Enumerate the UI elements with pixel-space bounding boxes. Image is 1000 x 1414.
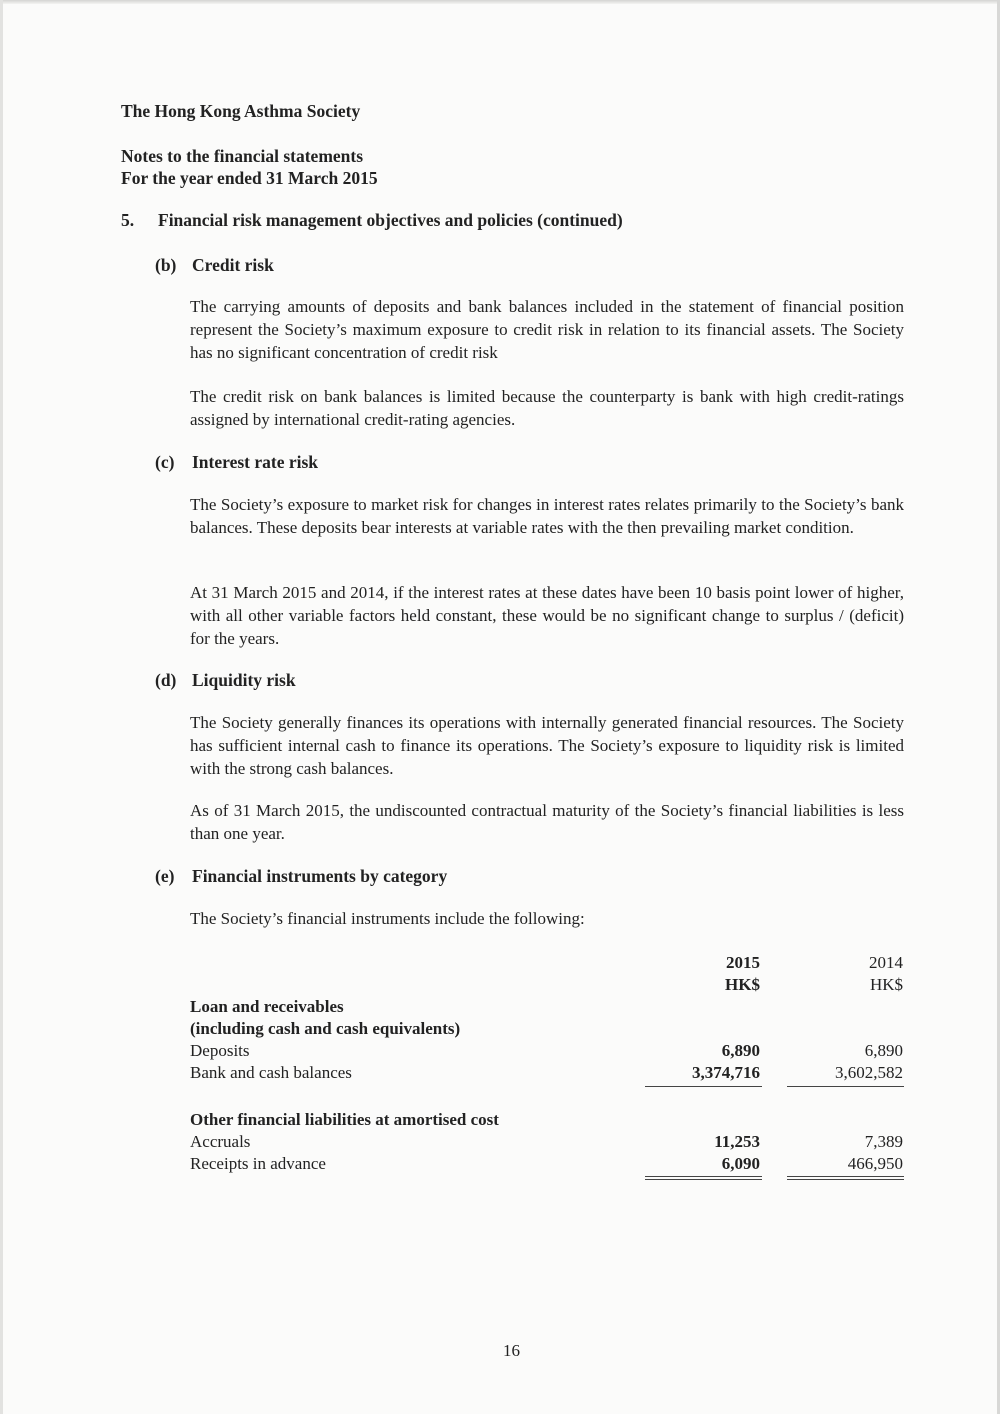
interest-risk-paragraph-2: At 31 March 2015 and 2014, if the interest rates at these dates have been 10 basis point lower of higher, with all other variable factors held constant, these would be no significant change to surplus / (deficit) for the years. — [190, 583, 904, 648]
row-label-bank-cash: Bank and cash balances — [190, 1063, 352, 1082]
row-label-receipts: Receipts in advance — [190, 1154, 326, 1173]
value-receipts-2015: 6,090 — [721, 1154, 760, 1173]
interest-risk-title: Interest rate risk — [192, 452, 319, 472]
instruments-intro: The Society’s financial instruments include the following: — [190, 909, 585, 928]
liquidity-risk-paragraph-2: As of 31 March 2015, the undiscounted contractual maturity of the Society’s financial liabilities is less than one year. — [190, 801, 904, 843]
row-label-accruals: Accruals — [190, 1132, 251, 1151]
section-number: 5. — [121, 210, 135, 230]
period-title: For the year ended 31 March 2015 — [121, 168, 378, 188]
credit-risk-paragraph-1: The carrying amounts of deposits and bank balances included in the statement of financial position represent the Society’s maximum exposure to credit risk in relation to its financial assets. The Society has no significant concentration of credit risk — [190, 297, 904, 362]
liquidity-risk-paragraph-1: The Society generally finances its operations with internally generated financial resources. The Society has sufficient internal cash to finance its operations. The Society’s exposure to liquidity risk is limited with the strong cash balances. — [190, 713, 904, 778]
double-underline-group2-2015 — [645, 1176, 762, 1180]
interest-risk-paragraph-1: The Society’s exposure to market risk for changes in interest rates relates primarily to the Society’s bank balances. These deposits bear interests at variable rates with the then prevailing market condition. — [190, 495, 904, 537]
column-unit-2014: HK$ — [869, 975, 903, 994]
row-label-deposits: Deposits — [190, 1041, 250, 1060]
page-number: 16 — [503, 1341, 520, 1360]
value-bank-cash-2014: 3,602,582 — [835, 1063, 903, 1082]
column-unit-2015: HK$ — [725, 975, 760, 994]
group-loans-subtitle: (including cash and cash equivalents) — [190, 1019, 461, 1038]
column-year-2015: 2015 — [726, 953, 760, 972]
value-deposits-2015: 6,890 — [721, 1041, 760, 1060]
liquidity-risk-label: (d) — [155, 670, 177, 690]
notes-title: Notes to the financial statements — [121, 146, 364, 166]
value-accruals-2015: 11,253 — [714, 1132, 760, 1151]
underline-group1-2014 — [787, 1086, 904, 1087]
column-year-2014: 2014 — [869, 953, 903, 972]
value-deposits-2014: 6,890 — [864, 1041, 903, 1060]
credit-risk-title: Credit risk — [192, 255, 274, 275]
value-accruals-2014: 7,389 — [864, 1132, 903, 1151]
liquidity-risk-title: Liquidity risk — [192, 670, 296, 690]
underline-group1-2015 — [645, 1086, 762, 1087]
group-liabilities-title: Other financial liabilities at amortised cost — [190, 1110, 499, 1129]
scan-left-edge — [0, 0, 3, 1414]
org-name: The Hong Kong Asthma Society — [121, 101, 361, 121]
interest-risk-label: (c) — [155, 452, 175, 472]
credit-risk-paragraph-2: The credit risk on bank balances is limited because the counterparty is bank with high credit-ratings assigned by international credit-rating agencies. — [190, 387, 904, 429]
scan-top-edge — [0, 0, 1000, 4]
section-title: Financial risk management objectives and policies (continued) — [158, 210, 623, 230]
double-underline-group2-2014 — [787, 1176, 904, 1180]
instruments-label: (e) — [155, 866, 175, 886]
instruments-title: Financial instruments by category — [192, 866, 448, 886]
group-loans-title: Loan and receivables — [190, 997, 344, 1016]
value-bank-cash-2015: 3,374,716 — [692, 1063, 760, 1082]
value-receipts-2014: 466,950 — [847, 1154, 903, 1173]
credit-risk-label: (b) — [155, 255, 177, 275]
